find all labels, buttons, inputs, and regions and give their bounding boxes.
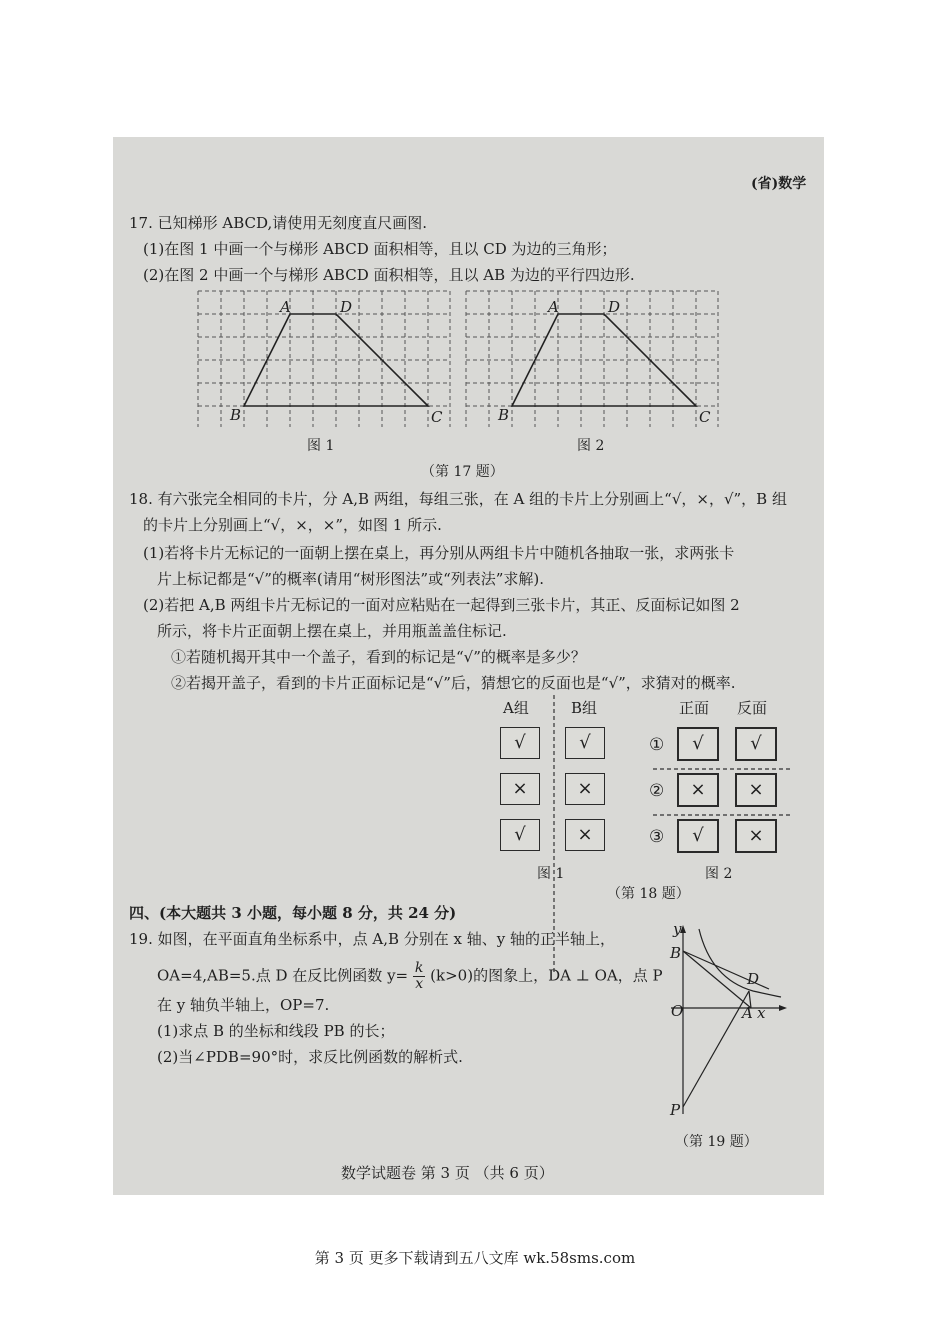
q17-fig2-label: 图 2: [577, 438, 605, 454]
row-3-front-card: √: [677, 819, 719, 853]
b-card-1: √: [565, 727, 605, 759]
fig1-point-d: D: [340, 298, 353, 316]
q18-part1-line1: (1)若将卡片无标记的一面朝上摆在桌上，再分别从两组卡片中随机各抽取一张，求两张卡: [143, 544, 735, 562]
fig2-point-c: C: [699, 408, 711, 426]
q18-part2-line1: (2)若把 A,B 两组卡片无标记的一面对应粘贴在一起得到三张卡片，其正、反面标记如图 2: [143, 596, 740, 614]
fraction-denominator: x: [415, 976, 424, 992]
fig2-point-a: A: [548, 298, 559, 316]
row-1-front-card: √: [677, 727, 719, 761]
q17-part2: (2)在图 2 中画一个与梯形 ABCD 面积相等，且以 AB 为边的平行四边形.: [143, 266, 635, 284]
a-card-2: ×: [500, 773, 540, 805]
fig-point-o: O: [671, 1002, 684, 1020]
q19-line1: 19. 如图，在平面直角坐标系中，点 A,B 分别在 x 轴、y 轴的正半轴上，: [129, 930, 616, 948]
row-2-back-card: ×: [735, 773, 777, 807]
b-card-2: ×: [565, 773, 605, 805]
q17-stem: 17. 已知梯形 ABCD,请使用无刻度直尺画图.: [129, 214, 428, 232]
q17-fig1-label: 图 1: [307, 438, 335, 454]
group-a-label: A组: [503, 699, 529, 717]
group-b-label: B组: [571, 699, 598, 717]
q18-sub2: ②若揭开盖子，看到的卡片正面标记是“√”后，猜想它的反面也是“√”，求猜对的概率.: [171, 674, 736, 692]
a-card-1: √: [500, 727, 540, 759]
q19-coordinate-figure: [661, 919, 821, 1119]
q17-part1: (1)在图 1 中画一个与梯形 ABCD 面积相等，且以 CD 为边的三角形；: [143, 240, 617, 258]
row-3-back-card: ×: [735, 819, 777, 853]
fig-point-b: B: [670, 944, 682, 962]
row-2-front-card: ×: [677, 773, 719, 807]
back-label: 反面: [737, 699, 768, 717]
q18-fig1-label: 图 1: [537, 866, 565, 882]
q18-part2-line2: 所示，将卡片正面朝上摆在桌上，并用瓶盖盖住标记.: [157, 622, 507, 640]
a-card-3: √: [500, 819, 540, 851]
q18-part1-line2: 片上标记都是“√”的概率(请用“树形图法”或“列表法”求解).: [157, 570, 545, 588]
front-label: 正面: [679, 699, 710, 717]
row-divider-1: [653, 767, 793, 771]
q18-caption: （第 18 题）: [607, 886, 690, 902]
fig2-point-b: B: [498, 406, 510, 424]
fig1-point-b: B: [230, 406, 242, 424]
fig-y-label: y: [673, 920, 682, 938]
q18-line1: 18. 有六张完全相同的卡片，分 A,B 两组，每组三张，在 A 组的卡片上分别画上“√，×，√”，B 组: [129, 490, 787, 508]
q19-caption: （第 19 题）: [675, 1134, 758, 1150]
q19-fraction: [413, 961, 425, 992]
fig-x-label: x: [757, 1004, 766, 1022]
exam-page-photo: [113, 137, 824, 1195]
row-1-back-card: √: [735, 727, 777, 761]
q18-sub1: ①若随机揭开其中一个盖子，看到的标记是“√”的概率是多少？: [171, 648, 586, 666]
q19-line2: [157, 961, 663, 992]
subject-tag: (省)数学: [751, 176, 807, 192]
fig-point-d: D: [747, 970, 760, 988]
q19-line2-end: (k>0)的图象上，DA ⊥ OA，点 P: [430, 966, 663, 985]
row-3-number: ③: [649, 827, 665, 847]
b-card-3: ×: [565, 819, 605, 851]
q19-line3: 在 y 轴负半轴上，OP=7.: [157, 996, 330, 1014]
fig-point-a: A: [742, 1004, 753, 1022]
site-footer: 第 3 页 更多下载请到五八文库 wk.58sms.com: [314, 1249, 636, 1267]
fig1-point-a: A: [280, 298, 291, 316]
section-4-title: 四、(本大题共 3 小题，每小题 8 分，共 24 分): [129, 904, 457, 922]
q19-line2-start: OA=4,AB=5.点 D 在反比例函数 y=: [157, 966, 409, 985]
fraction-numerator: k: [414, 960, 424, 976]
q18-line2: 的卡片上分别画上“√，×，×”，如图 1 所示.: [143, 516, 442, 534]
q17-caption: （第 17 题）: [421, 464, 504, 480]
fig2-point-d: D: [608, 298, 621, 316]
q19-part1: (1)求点 B 的坐标和线段 PB 的长；: [157, 1022, 395, 1040]
q18-fig2-label: 图 2: [705, 866, 733, 882]
page-number-footer: 数学试题卷 第 3 页 （共 6 页）: [341, 1164, 554, 1182]
row-divider-2: [653, 813, 793, 817]
fig1-point-c: C: [431, 408, 443, 426]
row-2-number: ②: [649, 781, 665, 801]
fig-point-p: P: [670, 1101, 681, 1119]
row-1-number: ①: [649, 735, 665, 755]
q19-part2: (2)当∠PDB=90°时，求反比例函数的解析式.: [157, 1048, 463, 1066]
